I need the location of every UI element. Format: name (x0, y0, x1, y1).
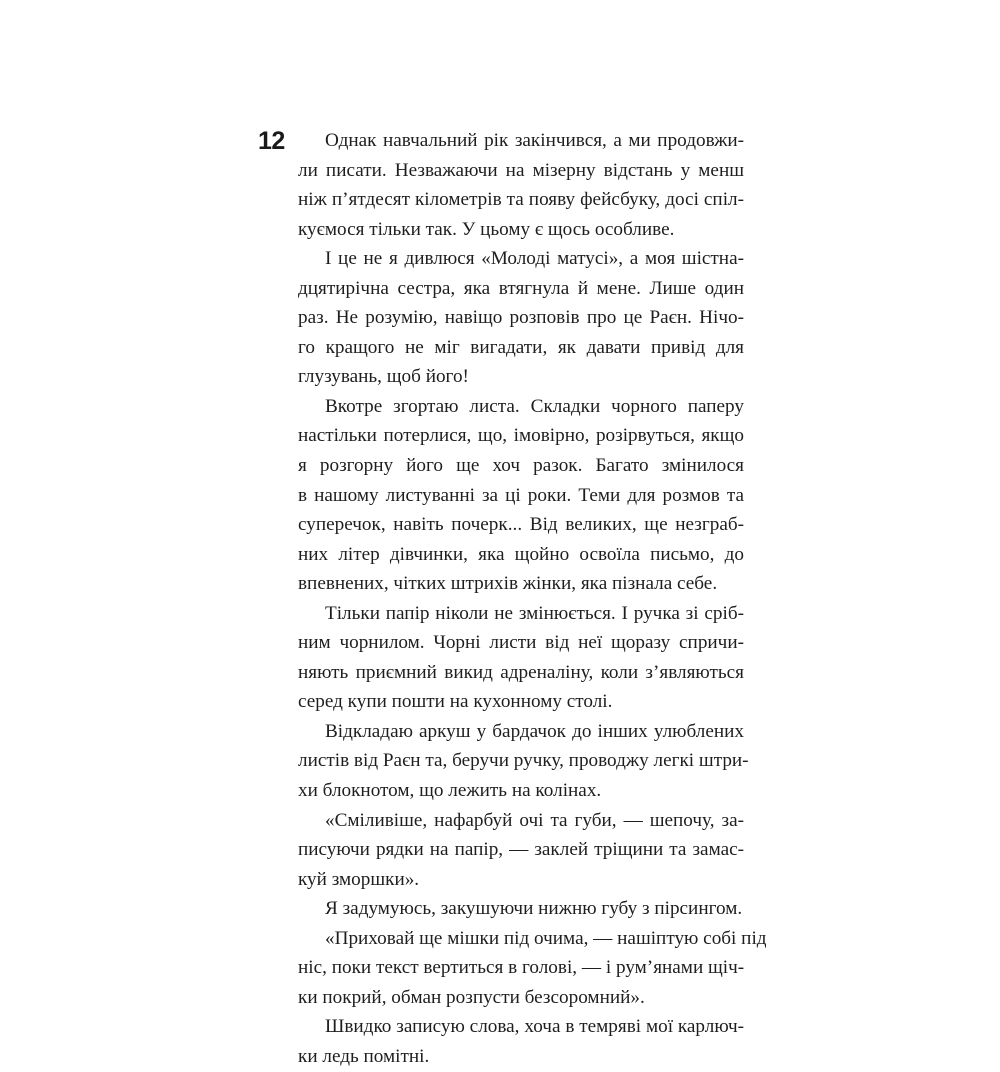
text-line: дцятирічна сестра, яка втягнула й мене. Лише один (298, 277, 744, 299)
text-line: глузувань, щоб його! (298, 366, 469, 388)
text-line: «Приховай ще мішки під очима, — нашіптую собі під (325, 927, 767, 949)
text-line: Швидко записую слова, хоча в темряві мої карлюч- (325, 1016, 744, 1038)
text-line: Тільки папір ніколи не змінюється. І ручка зі сріб- (325, 602, 744, 624)
text-line: Відкладаю аркуш у бардачок до інших улюблених (325, 720, 744, 742)
text-line: ніж п’ятдесят кілометрів та появу фейсбуку, досі спіл- (298, 189, 744, 211)
text-line: Вкотре згортаю листа. Складки чорного паперу (325, 395, 744, 417)
text-line: писуючи рядки на папір, — заклей тріщини та замас- (298, 839, 744, 861)
text-line: ки ледь помітні. (298, 1045, 430, 1067)
paragraph (298, 244, 744, 392)
paragraph (298, 894, 744, 924)
text-line: куємося тільки так. У цьому є щось особливе. (298, 218, 675, 240)
text-line: них літер дівчинки, яка щойно освоїла письмо, до (298, 543, 744, 565)
text-line: го кращого не міг вигадати, як давати привід для (298, 336, 744, 358)
text-line: няють приємний викид адреналіну, коли з’являються (298, 661, 744, 683)
body-text (298, 126, 767, 1072)
text-line: ним чорнилом. Чорні листи від неї щоразу спричи- (298, 632, 744, 654)
text-line: Однак навчальний рік закінчився, а ми продовжи- (325, 130, 744, 151)
paragraph (298, 924, 767, 1013)
text-line: ніс, поки текст вертиться в голові, — і рум’янами щіч- (298, 957, 745, 979)
text-line: Я задумуюсь, закушуючи нижню губу з пірсингом. (325, 898, 743, 920)
paragraph (298, 717, 749, 806)
text-line: суперечок, навіть почерк... Від великих, ще незграб- (298, 514, 744, 536)
text-line: листів від Раєн та, беручи ручку, проводжу легкі штри- (298, 750, 749, 772)
paragraph (298, 1012, 744, 1071)
text-line: І це не я дивлюся «Молоді матусі», а моя шістна- (325, 248, 744, 270)
text-line: раз. Не розумію, навіщо розповів про це Раєн. Нічо- (298, 307, 744, 329)
text-line: серед купи пошти на кухонному столі. (298, 691, 613, 713)
text-line: куй зморшки». (298, 868, 420, 890)
text-line: я розгорну його ще хоч разок. Багато змінилося (298, 455, 744, 477)
text-line: «Сміливіше, нафарбуй очі та губи, — шепочу, за- (325, 809, 744, 831)
paragraph (298, 392, 744, 599)
text-line: в нашому листуванні за ці роки. Теми для розмов та (298, 484, 744, 506)
paragraph (298, 599, 744, 717)
page-number: 12 (258, 127, 285, 155)
text-line: хи блокнотом, що лежить на колінах. (298, 780, 602, 802)
paragraph (298, 806, 744, 895)
text-line: впевнених, чітких штрихів жінки, яка пізнала себе. (298, 573, 718, 595)
text-line: настільки потерлися, що, імовірно, розірвуться, якщо (298, 425, 744, 447)
paragraph (298, 126, 744, 244)
text-line: ки покрий, обман розпусти безсоромний». (298, 986, 645, 1008)
text-line: ли писати. Незважаючи на мізерну відстань у менш (298, 159, 744, 181)
